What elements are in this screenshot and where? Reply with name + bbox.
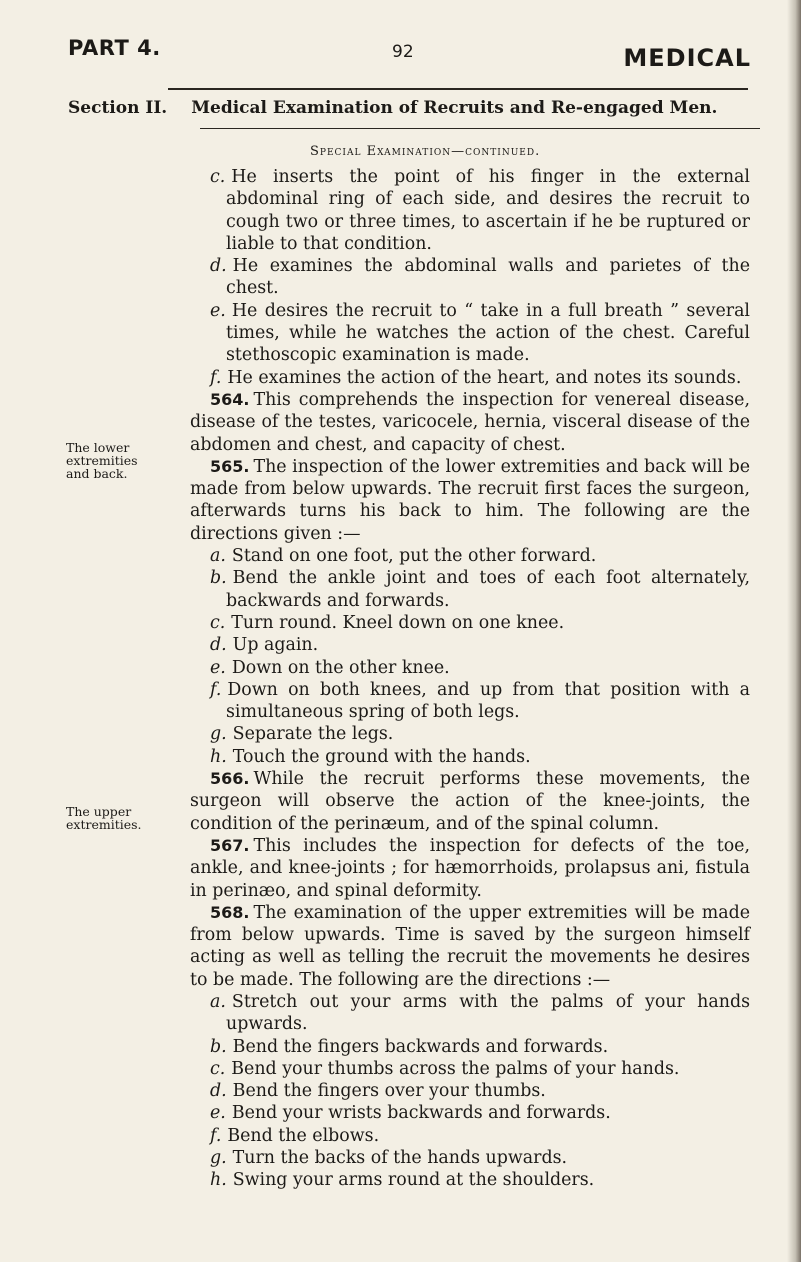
- list-item: e. Bend your wrists backwards and forwards.: [210, 1103, 611, 1124]
- list-item: c. Turn round. Kneel down on one knee.: [210, 612, 565, 633]
- part-label: PART 4.: [68, 36, 161, 60]
- section-rule: [200, 128, 760, 129]
- body-text: [190, 166, 750, 1192]
- margin-note-lower-extremities: The lower extremities and back.: [66, 440, 138, 481]
- paragraph-567: 567. This includes the inspection for defects of the toe, ankle, and knee-joints ; for hæmorrhoids, prolapsus ani, fistula in perinæo, and spinal deformity.: [190, 835, 750, 901]
- list-item: a. Stand on one foot, put the other forward.: [210, 546, 597, 567]
- list-item: g. Turn the backs of the hands upwards.: [210, 1148, 568, 1169]
- paragraph-565: 565. The inspection of the lower extremities and back will be made from below upwards. The recruit first faces the surgeon, afterwards turns his back to him. The following are the directions given :—: [190, 456, 750, 544]
- margin-note-upper-extremities: The upper extremities.: [66, 804, 142, 832]
- running-title: MEDICAL: [623, 44, 751, 72]
- list-item: e. Down on the other knee.: [210, 657, 450, 678]
- list-item: f. He examines the action of the heart, and notes its sounds.: [210, 367, 742, 388]
- subheading: Special Examination—continued.: [310, 144, 541, 159]
- page-edge-shadow: [787, 0, 801, 1262]
- list-item: b. Bend the fingers backwards and forwards.: [210, 1036, 609, 1057]
- paragraph-566: 566. While the recruit performs these movements, the surgeon will observe the action of the knee-joints, the condition of the perinæum, and of the spinal column.: [190, 769, 750, 834]
- list-item: d. He examines the abdominal walls and parietes of the chest.: [210, 256, 750, 299]
- list-item: h. Swing your arms round at the shoulders.: [210, 1170, 595, 1191]
- list-item: e. He desires the recruit to “ take in a full breath ” several times, while he watches the action of the chest. Careful stethoscopic examination is made.: [210, 300, 750, 366]
- section-heading: [68, 98, 768, 118]
- list-item: a. Stretch out your arms with the palms of your hands upwards.: [210, 991, 750, 1035]
- list-item: c. He inserts the point of his finger in the external abdominal ring of each side, and desires the recruit to cough two or three times, to ascertain if he be ruptured or liable to that condition.: [210, 167, 750, 254]
- list-item: c. Bend your thumbs across the palms of your hands.: [210, 1058, 680, 1079]
- paragraph-568: 568. The examination of the upper extremities will be made from below upwards. Time is saved by the surgeon himself acting as well as telling the recruit the movements he desires to be made. The following are the directions :—: [190, 902, 750, 990]
- list-item: d. Bend the fingers over your thumbs.: [210, 1081, 546, 1102]
- list-item: d. Up again.: [210, 635, 319, 656]
- list-item: b. Bend the ankle joint and toes of each foot alternately, backwards and forwards.: [210, 568, 750, 611]
- list-item: f. Down on both knees, and up from that position with a simultaneous spring of both legs.: [210, 679, 750, 723]
- list-item: f. Bend the elbows.: [210, 1125, 380, 1146]
- header-rule: [168, 88, 748, 90]
- list-item: h. Touch the ground with the hands.: [210, 746, 531, 767]
- section-label: Section II.: [68, 98, 168, 118]
- list-item: g. Separate the legs.: [210, 724, 394, 745]
- paragraph-564: 564. This comprehends the inspection for venereal disease, disease of the testes, varicocele, hernia, visceral disease of the abdomen and chest, and capacity of chest.: [190, 389, 750, 455]
- section-title: Medical Examination of Recruits and Re-engaged Men.: [191, 98, 718, 118]
- page-number: 92: [392, 42, 414, 62]
